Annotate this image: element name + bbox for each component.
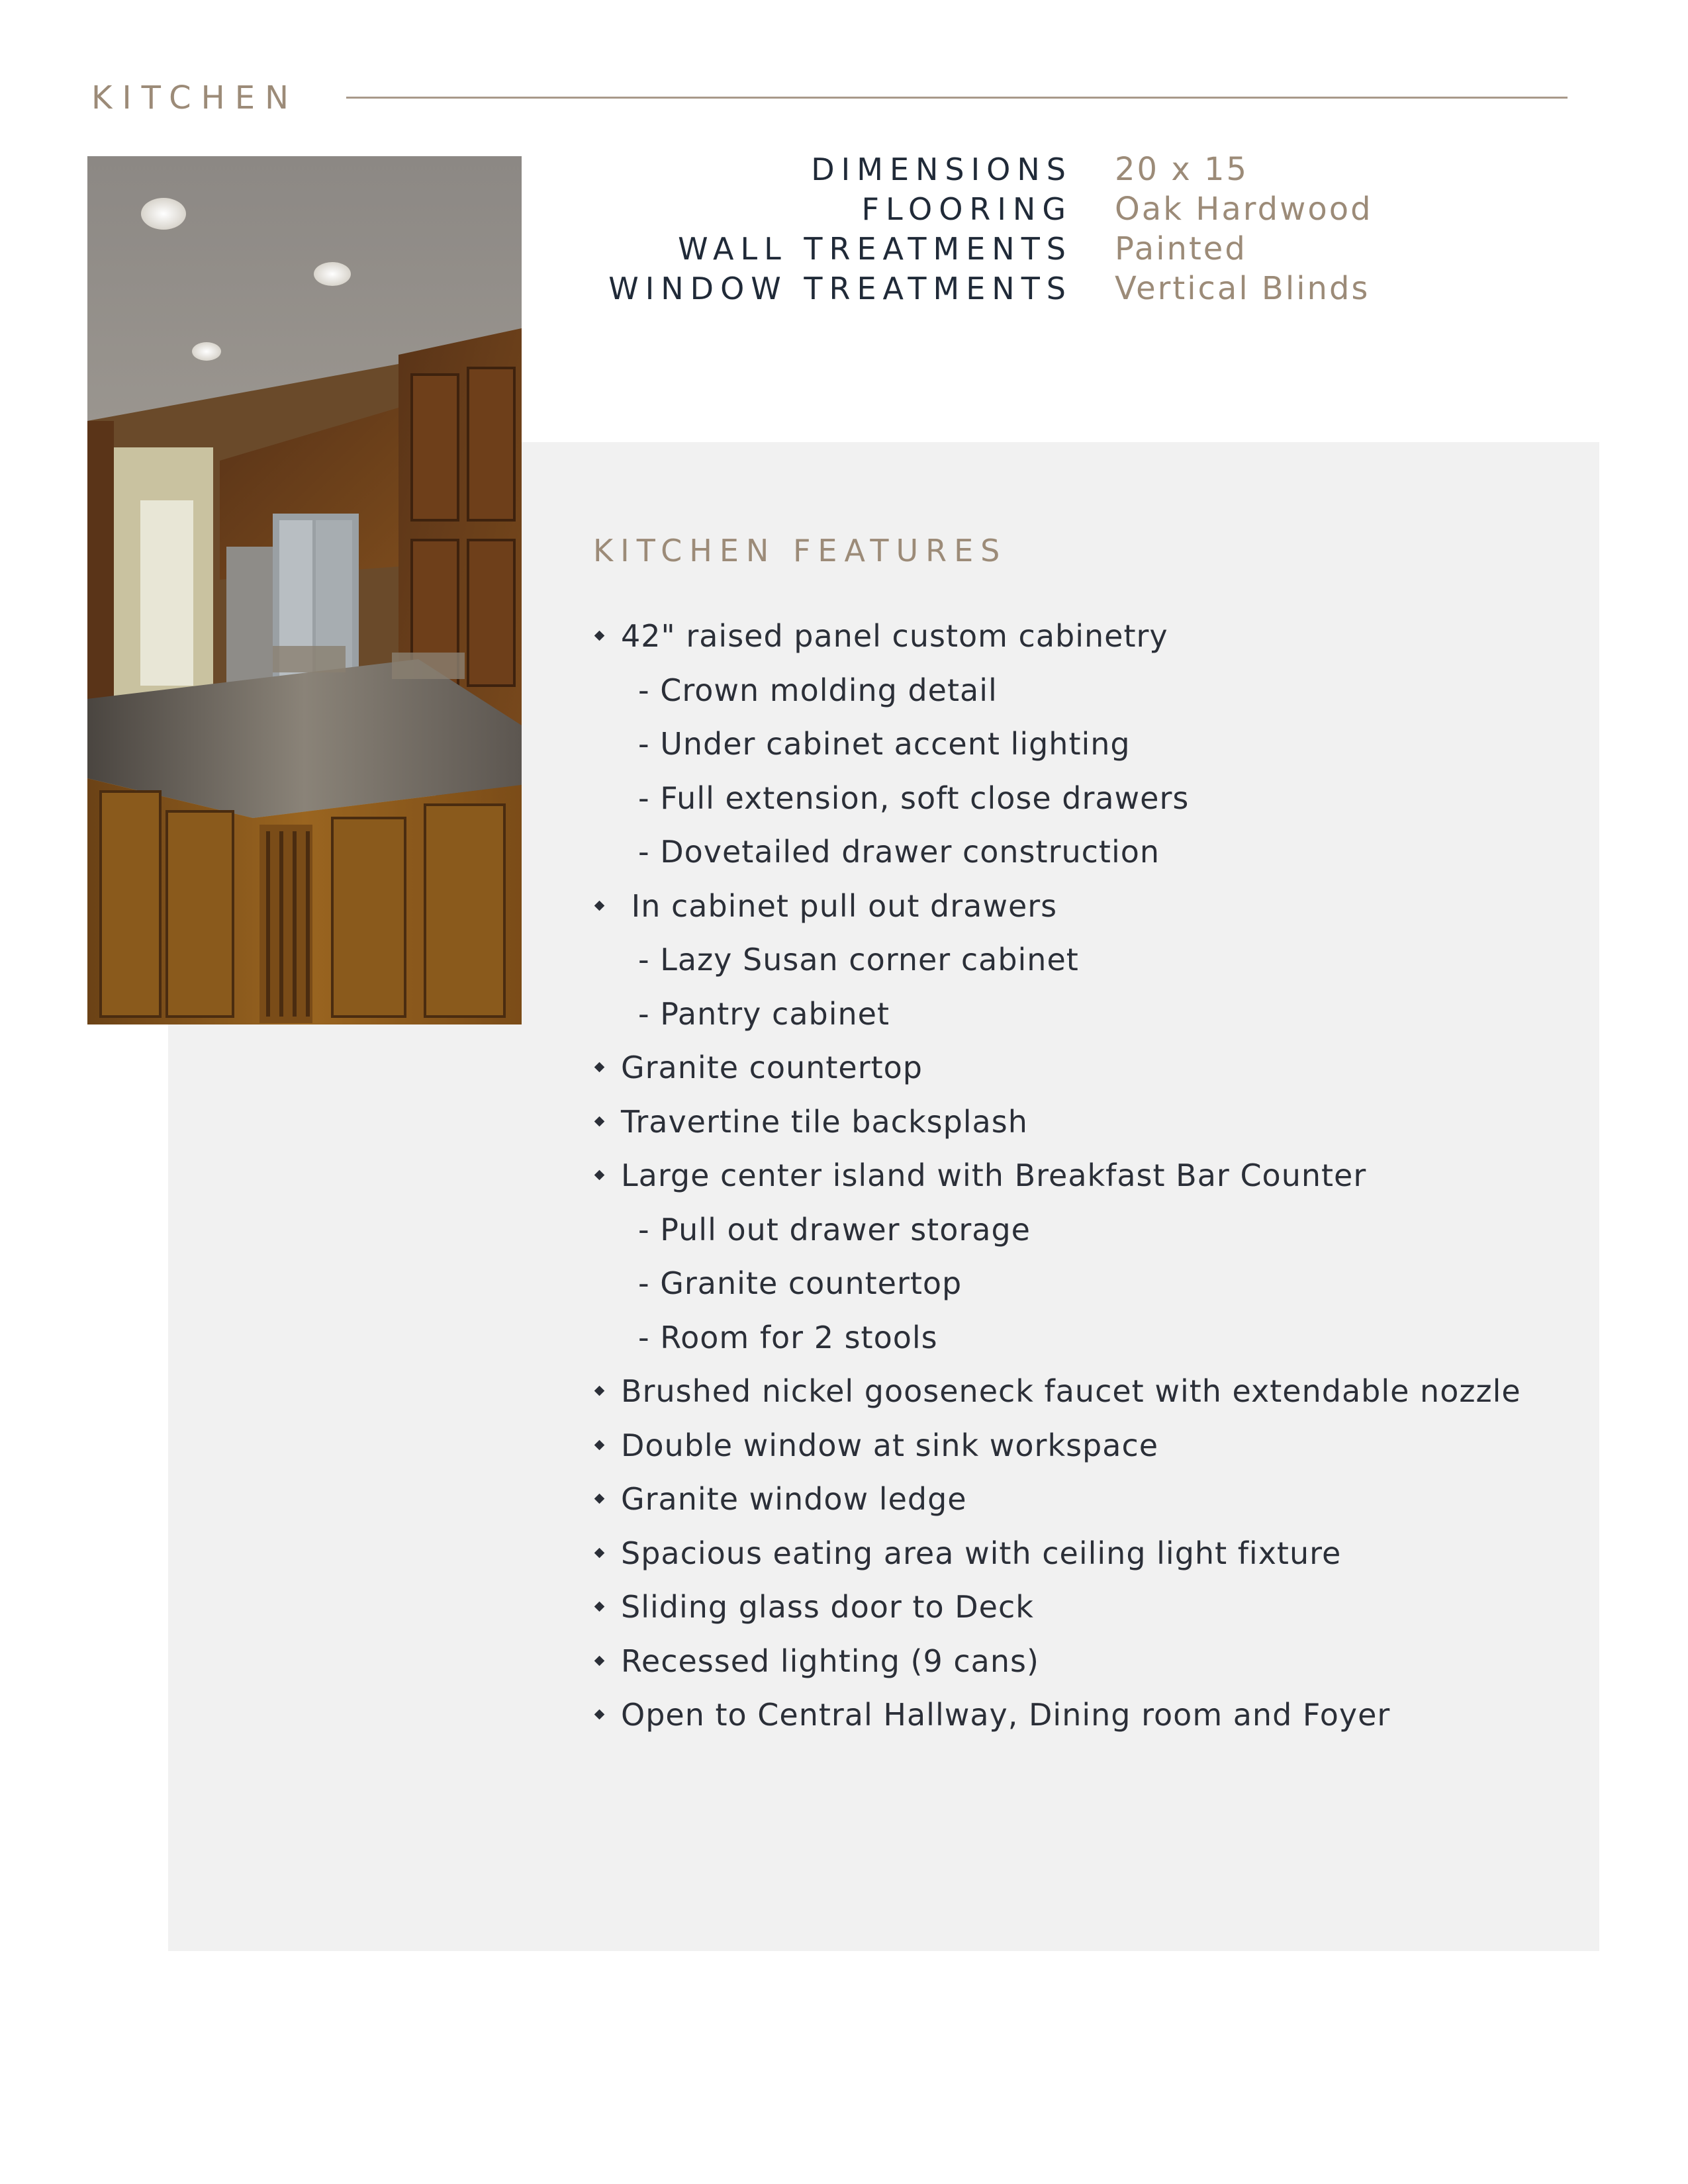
spec-label-dimensions: DIMENSIONS [811, 152, 1072, 187]
feature-text: - Dovetailed drawer construction [638, 834, 1160, 870]
feature-text: - Crown molding detail [638, 672, 998, 708]
feature-item [593, 1370, 1586, 1424]
feature-text: - Pull out drawer storage [638, 1211, 1031, 1248]
feature-text: Recessed lighting (9 cans) [621, 1643, 1039, 1679]
spec-label-window-treatments: WINDOW TREATMENTS [608, 271, 1072, 306]
spec-value-window-treatments: Vertical Blinds [1115, 270, 1370, 307]
feature-item [593, 1046, 1586, 1101]
bullet-icon [594, 1494, 605, 1504]
feature-subitem [593, 777, 1586, 831]
page-title: KITCHEN [91, 79, 299, 116]
feature-item [593, 1532, 1586, 1586]
feature-subitem [593, 669, 1586, 723]
feature-subitem [593, 938, 1586, 993]
spec-value-flooring: Oak Hardwood [1115, 191, 1373, 228]
bullet-icon [594, 1655, 605, 1666]
bullet-icon [594, 631, 605, 641]
feature-text: Large center island with Breakfast Bar Counter [621, 1158, 1367, 1193]
feature-subitem [593, 1208, 1586, 1263]
feature-item [593, 1424, 1586, 1479]
feature-item [593, 615, 1586, 669]
feature-text: 42" raised panel custom cabinetry [621, 618, 1168, 654]
feature-text: - Lazy Susan corner cabinet [638, 942, 1079, 978]
feature-text: - Full extension, soft close drawers [638, 780, 1190, 816]
feature-subitem [593, 1262, 1586, 1316]
feature-text: Sliding glass door to Deck [621, 1589, 1034, 1625]
spec-label-flooring: FLOORING [861, 191, 1072, 227]
bullet-icon [594, 1602, 605, 1612]
bullet-icon [594, 1116, 605, 1126]
feature-item [593, 1101, 1586, 1155]
bullet-icon [594, 1547, 605, 1558]
spec-value-wall-treatments: Painted [1115, 230, 1247, 267]
feature-text: Double window at sink workspace [621, 1427, 1159, 1463]
feature-subitem [593, 723, 1586, 777]
bullet-icon [594, 1170, 605, 1181]
bullet-icon [594, 1386, 605, 1396]
kitchen-photo [87, 156, 522, 1024]
features-heading: KITCHEN FEATURES [593, 533, 1008, 569]
feature-item [593, 1586, 1586, 1640]
feature-text: Spacious eating area with ceiling light fixture [621, 1535, 1342, 1571]
kitchen-photo-image [87, 156, 522, 1024]
spec-label-wall-treatments: WALL TREATMENTS [678, 231, 1072, 267]
feature-subitem [593, 993, 1586, 1047]
feature-text: Brushed nickel gooseneck faucet with extendable nozzle [621, 1373, 1521, 1409]
bullet-icon [594, 900, 605, 911]
feature-text: Travertine tile backsplash [621, 1103, 1028, 1140]
spec-values [1115, 150, 1578, 308]
title-divider [346, 97, 1568, 99]
feature-item [593, 885, 1586, 939]
feature-text: - Room for 2 stools [638, 1319, 938, 1355]
feature-item [593, 1640, 1586, 1694]
bullet-icon [594, 1062, 605, 1073]
feature-item [593, 1154, 1586, 1208]
feature-text: Granite window ledge [621, 1481, 967, 1517]
feature-item [593, 1694, 1586, 1748]
feature-subitem [593, 1316, 1586, 1371]
feature-list [593, 615, 1586, 1748]
feature-text: - Under cabinet accent lighting [638, 726, 1131, 762]
spec-value-dimensions: 20 x 15 [1115, 151, 1249, 188]
feature-text: In cabinet pull out drawers [621, 887, 1058, 924]
feature-text: Granite countertop [621, 1050, 923, 1085]
bullet-icon [594, 1439, 605, 1450]
spec-labels [543, 150, 1072, 308]
feature-text: - Granite countertop [638, 1265, 962, 1301]
feature-item [593, 1478, 1586, 1532]
feature-subitem [593, 831, 1586, 885]
feature-text: Open to Central Hallway, Dining room and Foyer [621, 1697, 1391, 1733]
feature-text: - Pantry cabinet [638, 995, 890, 1032]
bullet-icon [594, 1709, 605, 1720]
